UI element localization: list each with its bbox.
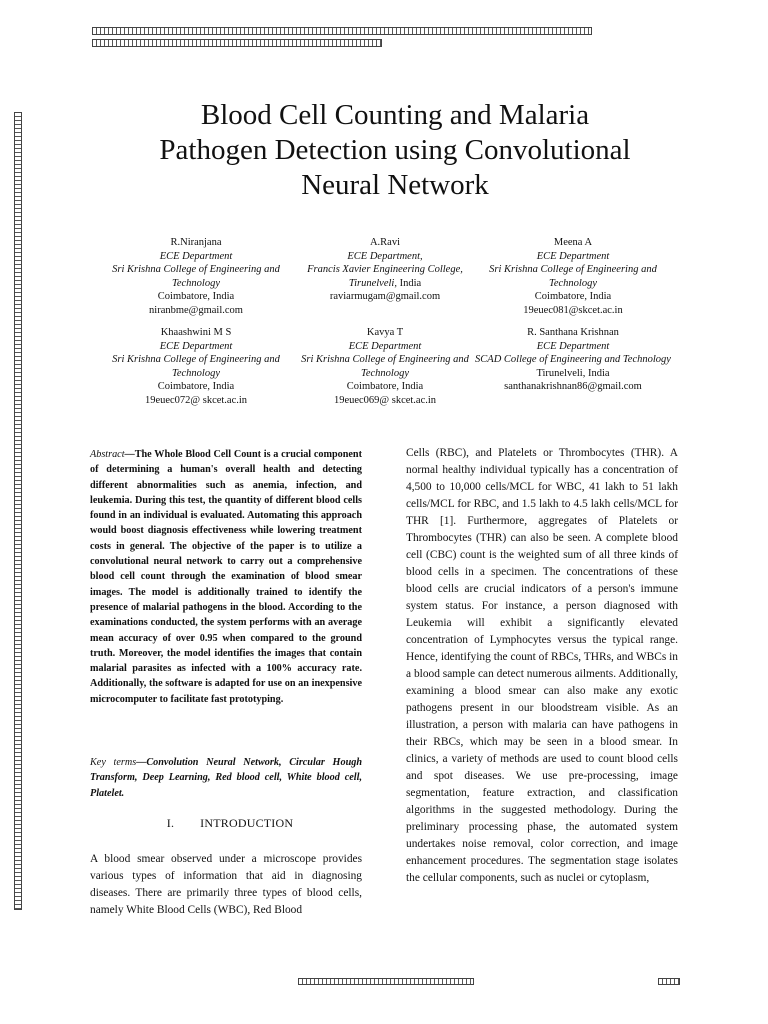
footer-redacted-left <box>298 978 474 985</box>
author-institution: SCAD College of Engineering and Technology <box>475 354 671 365</box>
author-dept: ECE Department <box>536 250 610 262</box>
author-name: Khaashwini M S <box>160 327 232 338</box>
key-terms-body: —Convolution Neural Network, Circular Hough Transform, Deep Learning, Red blood cell, White blood cell, Platelet. <box>90 757 362 799</box>
author-name: R. Santhana Krishnan <box>527 327 619 338</box>
author-place: Coimbatore, India <box>157 381 235 392</box>
header-redacted-line-1 <box>92 27 592 35</box>
author-block <box>285 236 485 304</box>
author-email: 19euec072@ skcet.ac.in <box>144 394 248 406</box>
author-email: niranbme@gmail.com <box>149 304 243 316</box>
key-terms <box>90 755 362 801</box>
author-block <box>473 236 673 317</box>
author-dept: ECE Department <box>536 340 610 352</box>
title-line: Neural Network <box>301 169 489 201</box>
side-margin-strip <box>14 112 22 910</box>
section-number: I. <box>166 816 175 830</box>
intro-paragraph-left: A blood smear observed under a microscope provides various types of information that aid in diagnosing diseases. There are primarily three types of blood cells, namely White Blood Cells (WBC), Red Blood <box>90 853 362 916</box>
author-place-city: Tirunelveli, <box>348 277 397 289</box>
author-dept: ECE Department <box>159 250 233 262</box>
author-name: Kavya T <box>366 327 404 338</box>
author-block <box>285 326 485 407</box>
abstract-lead: Abstract <box>90 449 125 460</box>
author-email: 19euec069@ skcet.ac.in <box>333 394 437 406</box>
author-place: Coimbatore, India <box>346 381 424 392</box>
author-institution: Sri Krishna College of Engineering and Technology <box>489 264 657 289</box>
author-name: Meena A <box>553 237 593 248</box>
header-redacted-line-2 <box>92 39 382 47</box>
author-email: raviarmugam@gmail.com <box>329 291 441 302</box>
author-institution: Sri Krishna College of Engineering and Technology <box>112 264 280 289</box>
abstract <box>90 447 362 707</box>
author-place: Coimbatore, India <box>534 291 612 302</box>
author-place: Tirunelveli, India <box>536 367 610 379</box>
author-institution: Francis Xavier Engineering College, <box>307 264 463 275</box>
section-title: INTRODUCTION <box>200 816 294 830</box>
author-institution: Sri Krishna College of Engineering and Technology <box>301 354 469 379</box>
author-block <box>96 326 296 407</box>
author-dept: ECE Department <box>348 340 422 352</box>
author-dept: ECE Department, <box>347 250 423 262</box>
section-heading <box>90 816 370 831</box>
author-place-country: India <box>396 277 422 289</box>
title-line: Blood Cell Counting and Malaria <box>200 99 590 131</box>
author-email: santhanakrishnan86@gmail.com <box>504 381 642 392</box>
key-terms-lead: Key terms <box>90 757 137 768</box>
author-block <box>473 326 673 394</box>
author-block <box>96 236 296 317</box>
paper-title <box>100 98 690 203</box>
title-line: Pathogen Detection using Convolutional <box>159 134 631 166</box>
author-dept: ECE Department <box>159 340 233 352</box>
intro-paragraph-right: Cells (RBC), and Platelets or Thrombocytes (THR). A normal healthy individual typically has a concentration of 4,500 to 10,000 cells/MCL for WBC, 41 lakh to 51 lakh cells/MCL for RBC, and 1.5 lakh to 4.5 lakh cells/MCL for THR [1]. Furthermore, aggregates of Platelets or Thrombocytes (THR) can also be seen. A complete blood cell (CBC) count is the weighted sum of all three kinds of blood cells in a specimen. The concentrations of these blood cells are crucial indicators of a person's immune system status. For instance, a person diagnosed with Leukemia will exhibit a significantly elevated concentration of Lymphocytes versus the typical range. Hence, identifying the count of RBCs, THRs, and WBCs in a blood sample can detect numerous ailments. Additionally, examining a blood smear can also make any exotic pathogens present in our bloodstream visible. As an illustration, a person with malaria can have pathogens in their RBCs, which may be seen in a blood smear. In clinics, a variety of methods are used to count blood cells and spot diseases. We use pre-processing, image segmentation, feature extraction, and classification algorithms in the suggested methodology. During the preliminary processing phase, the automated system undertakes noise removal, color correction, and image enhancement procedures. The segmentation stage isolates the cellular components, such as nuclei or cytoplasm, <box>406 447 678 884</box>
author-institution: Sri Krishna College of Engineering and Technology <box>112 354 280 379</box>
author-name: R.Niranjana <box>170 237 222 248</box>
author-place: Coimbatore, India <box>157 291 235 302</box>
author-place <box>285 277 485 291</box>
footer-redacted-right <box>658 978 680 985</box>
author-name: A.Ravi <box>369 237 401 248</box>
author-email: 19euec081@skcet.ac.in <box>523 304 623 316</box>
abstract-body: —The Whole Blood Cell Count is a crucial component of determining a human's overall health and detecting different abnormalities such as anemia, infection, and leukemia. During this test, the quantity of different blood cells found in an individual is evaluated. Automating this approach would boost diagnosis effectiveness while lowering treatment costs in general. The objective of the paper is to utilize a convolutional neural network to carry out a comprehensive blood cell count through the examination of blood smear images. The model is additionally trained to identify the presence of malarial pathogens in the blood. According to the examinations conducted, the system performs with an average mean accuracy of over 0.95 when compared to the ground truth. Moreover, the model identifies the images that contain malarial parasites as infected with a 100% accuracy rate. Additionally, the software is adapted for use on an inexpensive microcomputer to facilitate fast prototyping. <box>90 449 362 705</box>
